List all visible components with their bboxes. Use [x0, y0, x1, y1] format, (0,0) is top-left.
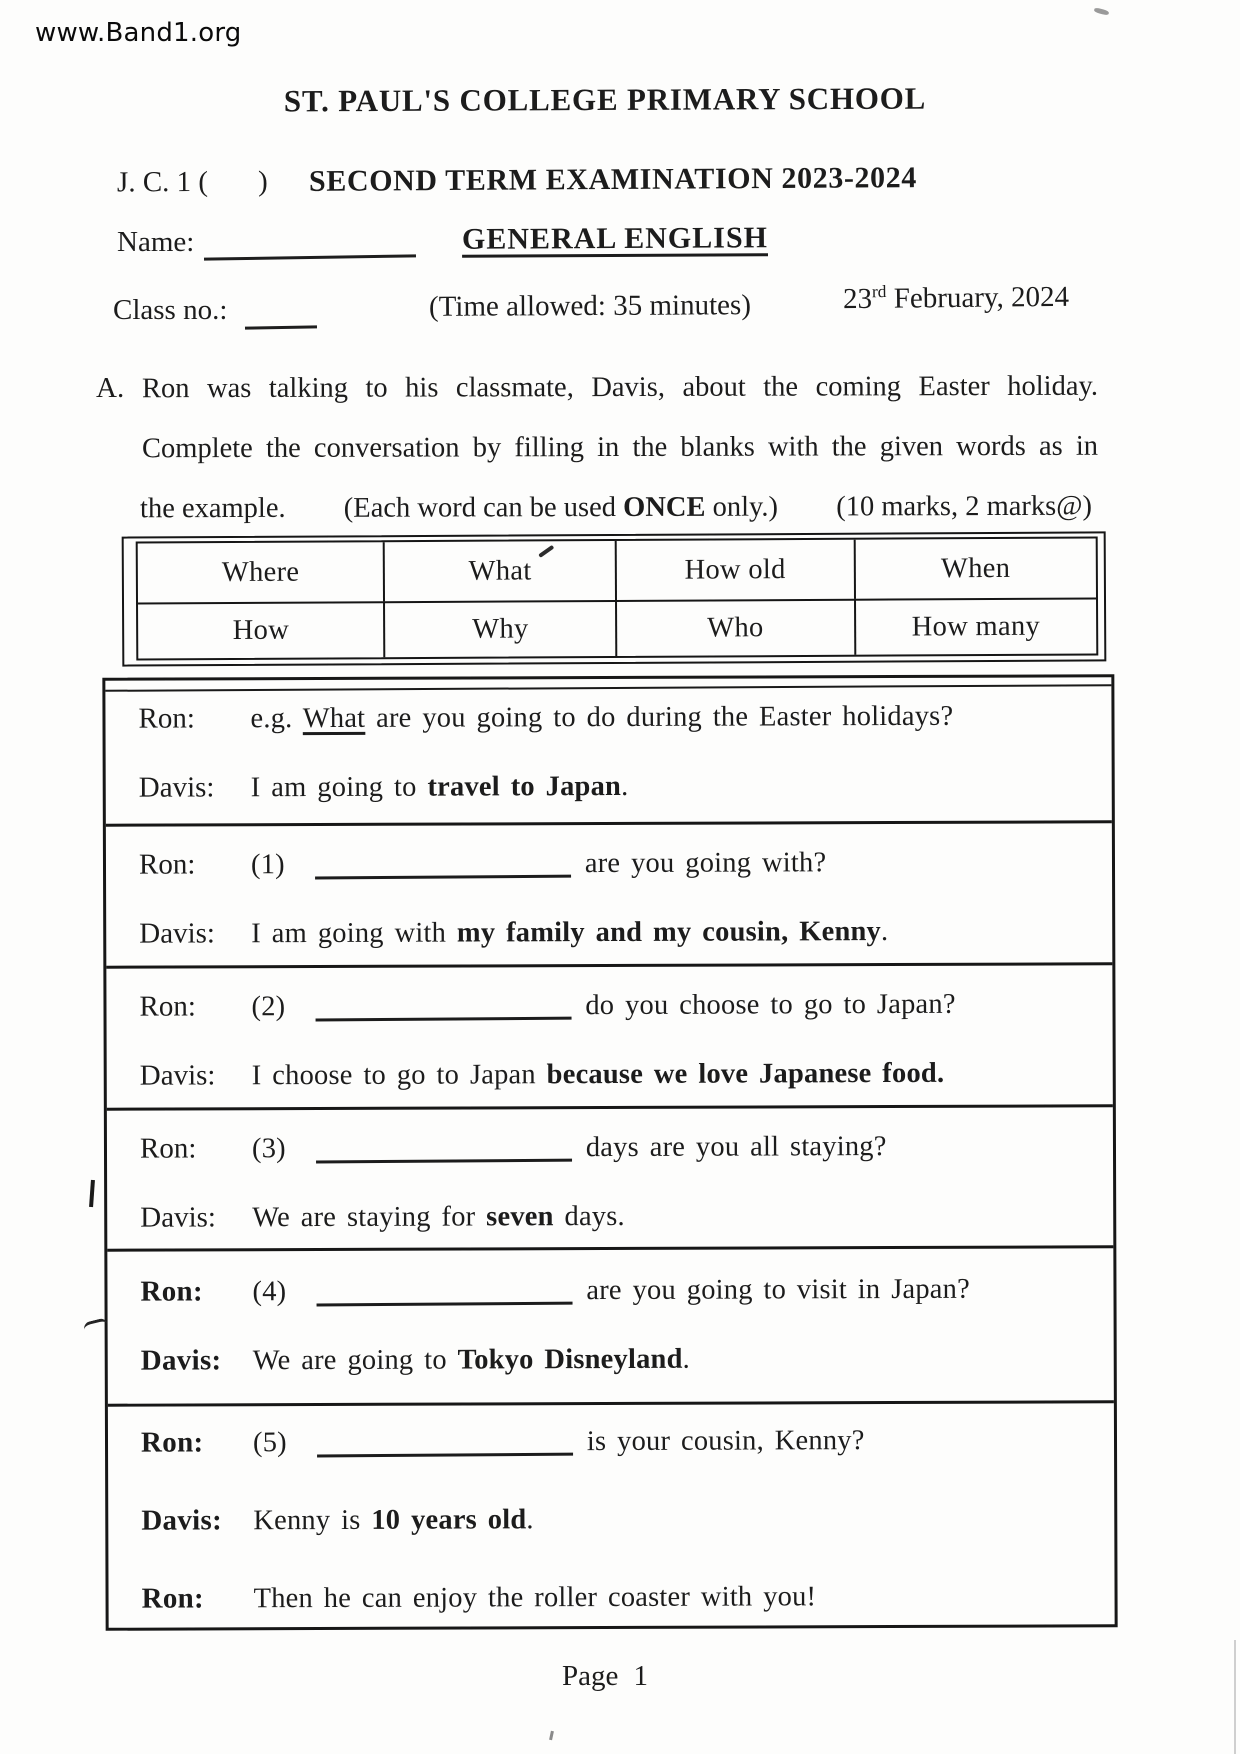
dialogue-content — [253, 1504, 534, 1537]
dialogue-text-segment: because we love Japanese food. — [546, 1057, 945, 1091]
answer-blank-line — [317, 1443, 573, 1458]
word-cell-who — [615, 599, 854, 656]
dialogue-text-segment: I am going with — [251, 917, 457, 950]
speaker-label: Ron: — [139, 1132, 197, 1165]
dialogue-content — [252, 1201, 625, 1234]
word-cell-where — [138, 542, 384, 603]
dialogue-text-segment: (5) — [252, 1427, 287, 1459]
speaker-label: Ron: — [141, 1582, 205, 1615]
word-cell-how — [138, 602, 384, 659]
exam-title: SECOND TERM EXAMINATION 2023-2024 — [308, 161, 917, 198]
dialogue-line — [140, 1198, 1105, 1237]
dialogue-box — [107, 1104, 1113, 1249]
dialogue-line — [139, 914, 1104, 953]
dialogue-text-segment: . — [682, 1343, 690, 1375]
class-no-blank-line — [245, 325, 317, 329]
dialogue-line — [140, 1272, 1105, 1311]
dialogue-line — [139, 987, 1104, 1026]
instruction-line-1: Ron was talking to his classmate, Davis, about the coming Easter holiday. — [141, 370, 1099, 405]
dialogue-section — [102, 674, 1117, 1631]
page-number: Page 1 — [561, 1660, 649, 1692]
word-how: How — [232, 614, 290, 647]
speaker-label: Davis: — [140, 1201, 216, 1234]
answer-blank-line — [316, 1292, 572, 1307]
speaker-label: Davis: — [139, 1059, 216, 1092]
dialogue-content — [253, 1344, 690, 1378]
scan-artifact-tick-left-margin — [89, 1180, 95, 1207]
word-cell-why — [383, 600, 615, 657]
dialogue-box — [108, 1400, 1115, 1628]
dialogue-text-segment: (3) — [251, 1133, 286, 1165]
dialogue-text-segment: e.g. — [250, 703, 303, 735]
dialogue-content — [251, 771, 629, 804]
watermark: www.Band1.org — [35, 18, 242, 48]
class-code-prefix: J. C. 1 ( — [116, 165, 209, 199]
time-allowed: (Time allowed: 35 minutes) — [428, 289, 752, 323]
dialogue-text-segment: We are going to — [252, 1344, 458, 1377]
dialogue-box — [105, 677, 1111, 824]
dialogue-line — [139, 845, 1104, 884]
speaker-label: Davis: — [140, 1344, 222, 1377]
instruction-line-2: Complete the conversation by filling in the blanks with the given words as in — [141, 430, 1099, 465]
instruction-line-3 — [140, 491, 1092, 525]
dialogue-line — [139, 768, 1104, 807]
dialogue-box — [107, 1245, 1114, 1404]
dialogue-text-segment: 10 years old — [371, 1504, 527, 1536]
dialogue-line — [141, 1341, 1106, 1380]
school-name: ST. PAUL'S COLLEGE PRIMARY SCHOOL — [283, 80, 927, 119]
dialogue-content — [251, 916, 888, 950]
scan-artifact-edge-right — [1234, 1640, 1236, 1754]
word-cell-how-old — [615, 540, 854, 601]
dialogue-text-segment: my family and my cousin, Kenny — [456, 916, 882, 949]
word-when: When — [940, 552, 1011, 584]
dialogue-text-segment: days are you all staying? — [585, 1131, 887, 1164]
class-no-label: Class no.: — [113, 294, 228, 326]
word-who: Who — [707, 612, 764, 644]
scan-artifact-speck-bottom — [549, 1731, 554, 1740]
dialogue-text-segment: are you going with? — [584, 847, 827, 880]
dialogue-text-segment: Then he can enjoy the roller coaster with you! — [253, 1581, 817, 1615]
dialogue-text-segment: . — [526, 1504, 534, 1536]
instruction-rule-text — [344, 492, 778, 525]
dialogue-content — [251, 847, 826, 881]
dialogue-text-segment: are you going to visit in Japan? — [586, 1273, 970, 1307]
dialogue-text-segment: are you going to do during the Easter holidays? — [365, 700, 954, 734]
speaker-label: Ron: — [138, 848, 196, 881]
exam-date-day: 23 — [842, 282, 873, 316]
answer-blank-line — [315, 865, 571, 880]
instruction-rule-post: only.) — [705, 491, 779, 523]
dialogue-text-segment: seven — [486, 1201, 554, 1233]
exam-date-ordinal: rd — [871, 281, 887, 302]
question-words-grid — [136, 536, 1099, 660]
speaker-label: Davis: — [141, 1504, 223, 1537]
dialogue-box — [106, 962, 1112, 1108]
dialogue-content — [250, 701, 953, 735]
speaker-label: Ron: — [140, 1426, 204, 1459]
instruction-example-text: the example. — [139, 492, 286, 525]
dialogue-text-segment: . — [621, 770, 629, 802]
dialogue-box — [106, 820, 1112, 966]
dialogue-text-segment: We are staying for — [252, 1201, 487, 1234]
dialogue-line — [140, 1056, 1105, 1095]
word-how-old: How old — [684, 553, 786, 586]
scan-artifact-speck-top-right — [1094, 7, 1110, 16]
dialogue-text-segment: days. — [553, 1200, 625, 1233]
dialogue-text-segment: (4) — [252, 1276, 287, 1308]
answer-blank-line — [316, 1149, 572, 1164]
dialogue-content — [251, 989, 955, 1023]
instruction-rule-pre: (Each word can be used — [343, 491, 624, 524]
instruction-rule-once: ONCE — [623, 491, 706, 523]
dialogue-text-segment: Tokyo Disneyland — [457, 1343, 683, 1376]
dialogue-line — [141, 1423, 1106, 1462]
section-a-label: A. — [96, 372, 125, 404]
dialogue-content — [252, 1131, 887, 1165]
instruction-marks-text: (10 marks, 2 marks@) — [836, 490, 1093, 523]
class-code — [117, 166, 268, 200]
dialogue-text-segment: Kenny is — [253, 1504, 372, 1537]
exam-date — [843, 281, 1069, 316]
word-how-many: How many — [911, 610, 1041, 643]
dialogue-text-segment: (1) — [250, 849, 285, 881]
pencil-tick-mark — [538, 545, 554, 558]
word-why: Why — [472, 613, 529, 645]
name-blank-line — [204, 254, 416, 260]
dialogue-content — [252, 1058, 945, 1092]
dialogue-text-segment: (2) — [251, 991, 286, 1023]
subject-title: GENERAL ENGLISH — [461, 221, 769, 256]
question-words-table — [122, 531, 1107, 666]
speaker-label: Ron: — [138, 702, 195, 735]
speaker-label: Ron: — [139, 990, 196, 1023]
dialogue-line — [140, 1129, 1105, 1168]
word-cell-what — [383, 541, 615, 602]
word-cell-how-many — [854, 598, 1097, 655]
dialogue-content — [253, 1425, 865, 1459]
dialogue-text-segment: What — [302, 702, 366, 735]
class-code-suffix: ) — [257, 165, 268, 198]
dialogue-line — [138, 699, 1103, 738]
word-cell-when — [853, 538, 1096, 599]
word-what: What — [468, 555, 532, 587]
dialogue-text-segment: is your cousin, Kenny? — [586, 1425, 865, 1458]
dialogue-line — [141, 1501, 1106, 1540]
speaker-label: Davis: — [139, 917, 216, 950]
name-label: Name: — [117, 226, 195, 258]
dialogue-text-segment: I am going to — [250, 771, 428, 804]
dialogue-content — [254, 1581, 817, 1615]
dialogue-text-segment: travel to Japan — [427, 770, 622, 803]
answer-blank-line — [315, 1007, 571, 1022]
dialogue-text-segment: do you choose to go to Japan? — [585, 988, 956, 1022]
dialogue-line — [141, 1579, 1106, 1618]
speaker-label: Davis: — [138, 771, 215, 804]
word-where: Where — [221, 556, 300, 588]
dialogue-text-segment: . — [880, 916, 889, 948]
speaker-label: Ron: — [140, 1275, 203, 1308]
exam-date-rest: February, 2024 — [886, 280, 1070, 315]
dialogue-text-segment: I choose to go to Japan — [251, 1059, 547, 1092]
dialogue-content — [252, 1274, 970, 1309]
